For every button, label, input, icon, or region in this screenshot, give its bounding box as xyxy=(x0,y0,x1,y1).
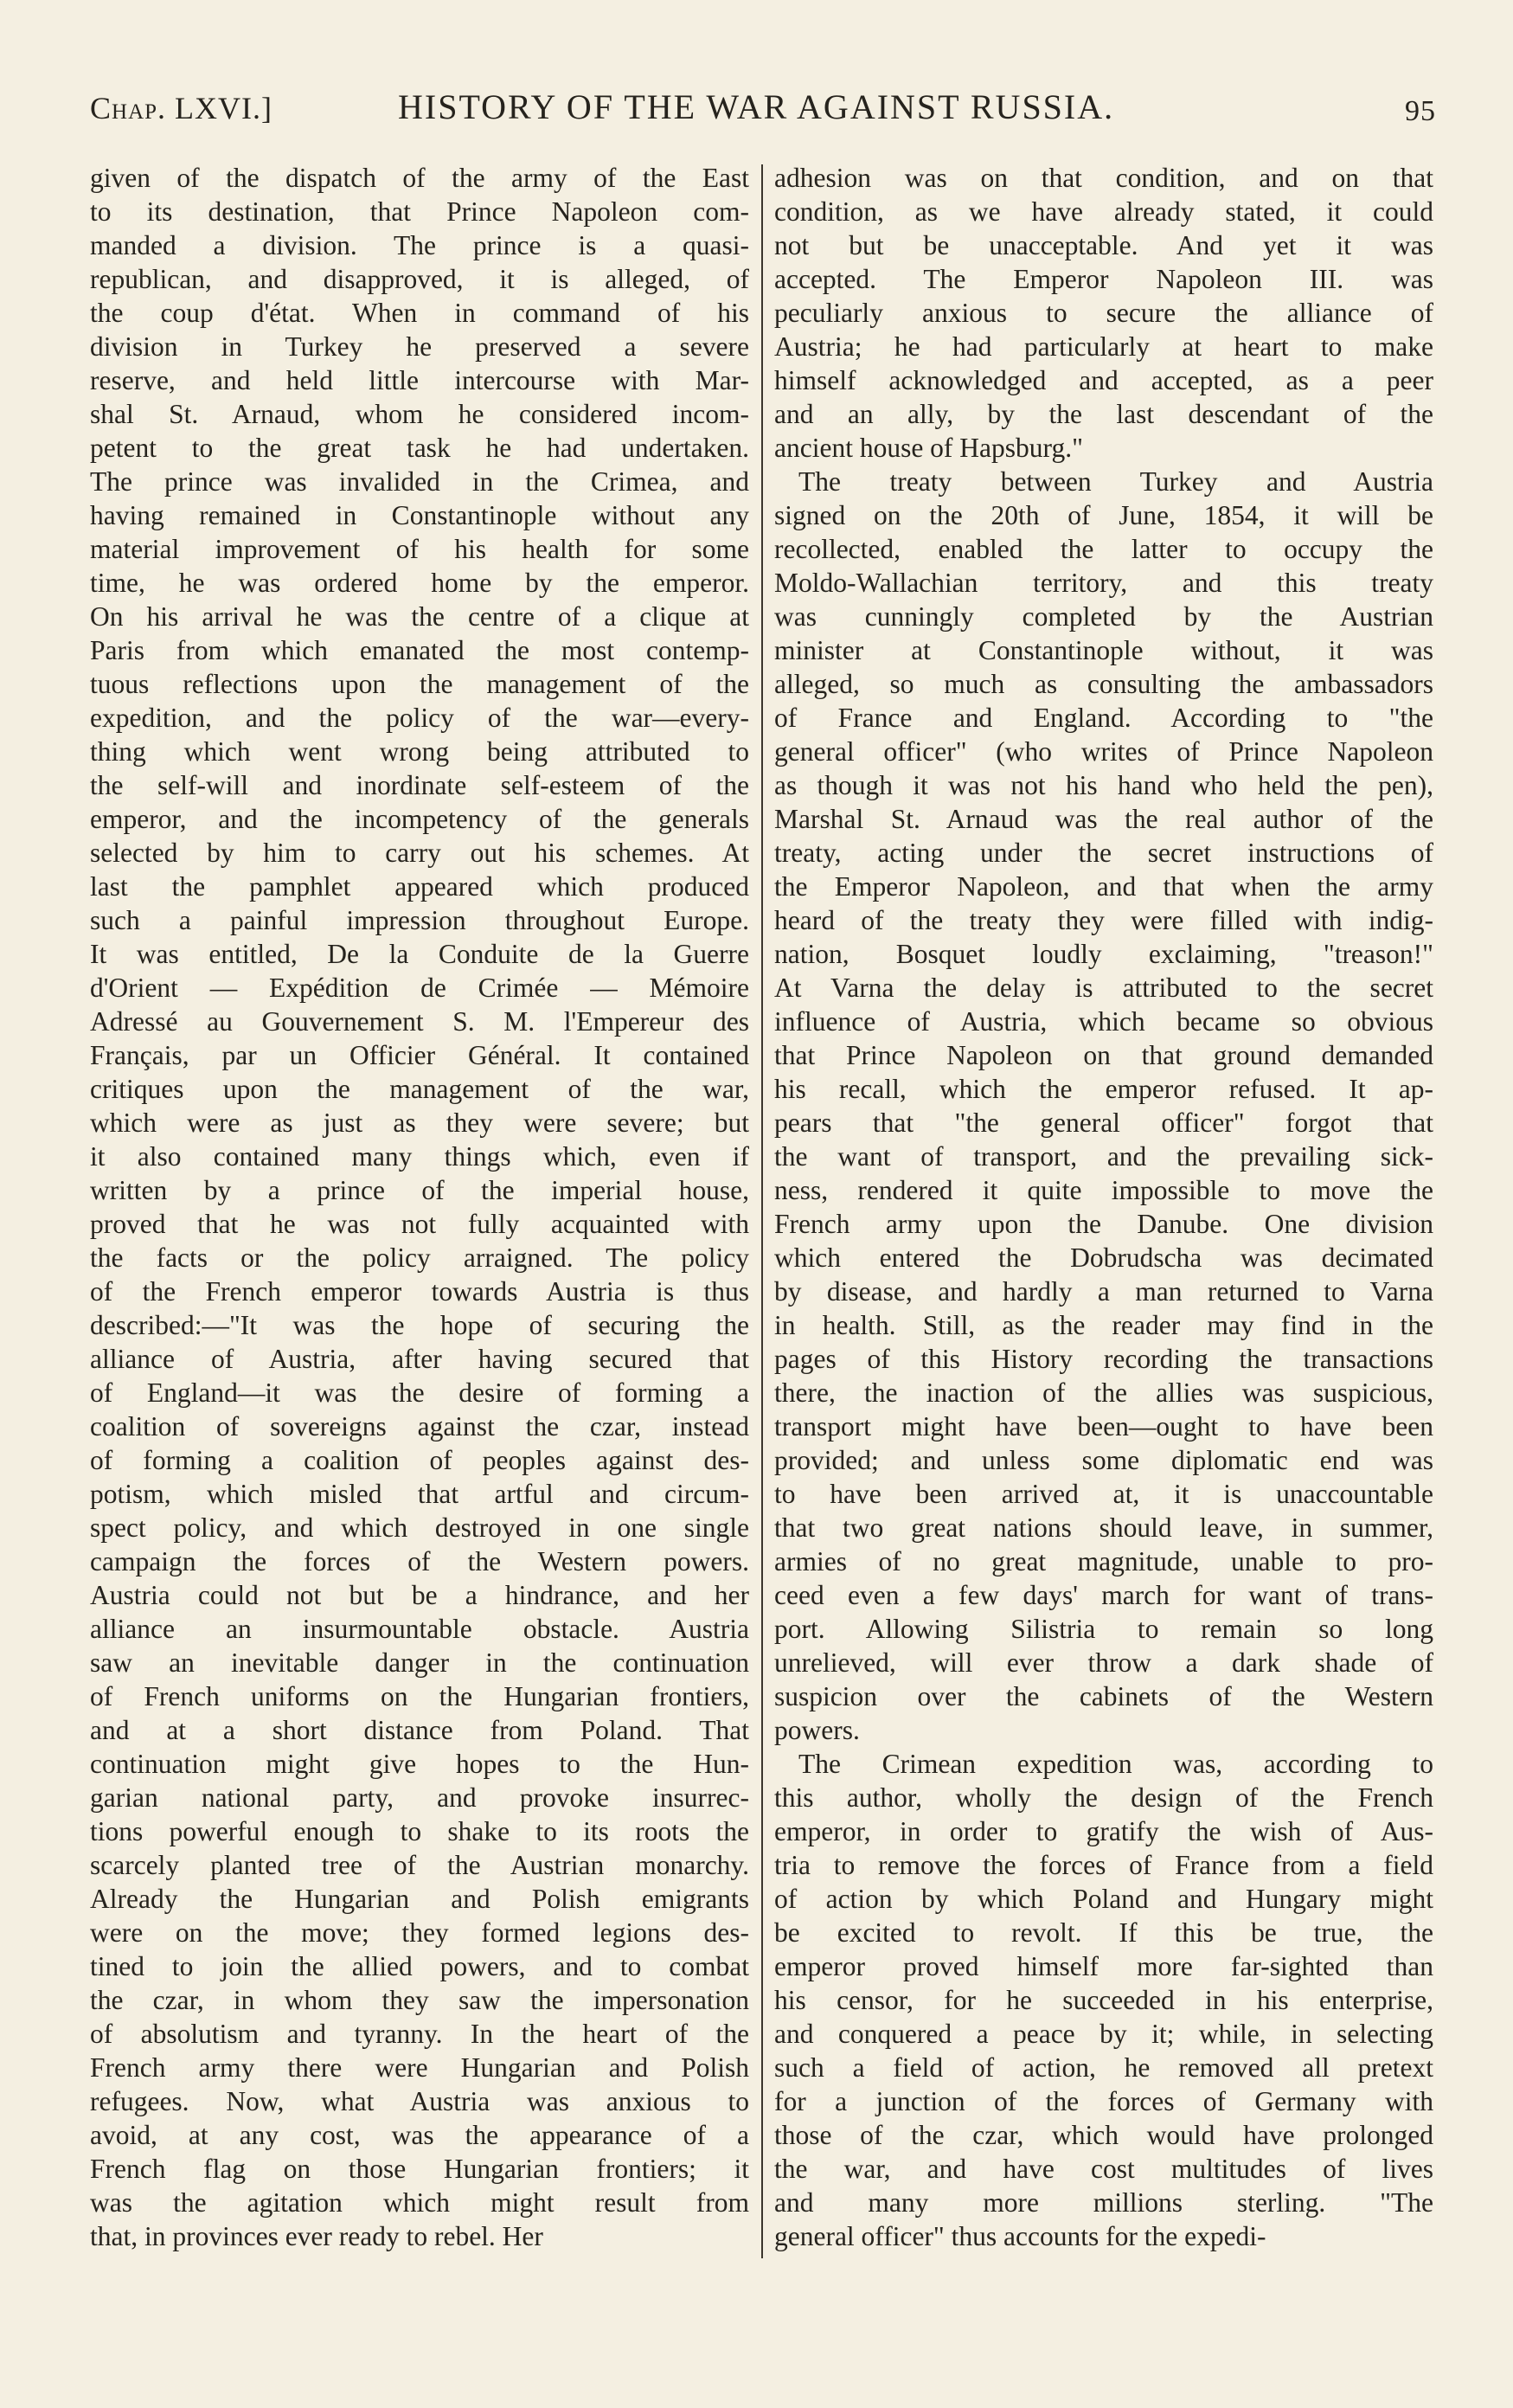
text-line: that Prince Napoleon on that ground demanded xyxy=(774,1040,1433,1070)
text-line: general officer" thus accounts for the expedi- xyxy=(774,2221,1266,2251)
text-line: provided; and unless some diplomatic end was xyxy=(774,1445,1433,1475)
text-line: for a junction of the forces of Germany with xyxy=(774,2086,1433,2116)
text-line: by disease, and hardly a man returned to Varna xyxy=(774,1276,1433,1307)
text-line: alleged, so much as consulting the ambassadors xyxy=(774,669,1433,699)
text-line: signed on the 20th of June, 1854, it will be xyxy=(774,500,1433,530)
text-line: emperor, and the incompetency of the generals xyxy=(90,804,749,834)
text-line: of France and England. According to "the xyxy=(774,703,1433,733)
text-line: republican, and disapproved, it is alleged, of xyxy=(90,264,749,294)
text-line: The Crimean expedition was, according to xyxy=(798,1749,1433,1779)
text-line: campaign the forces of the Western powers. xyxy=(90,1546,749,1576)
text-line: given of the dispatch of the army of the East xyxy=(90,163,749,193)
text-line: peculiarly anxious to secure the alliance of xyxy=(774,298,1433,328)
text-line: tined to join the allied powers, and to combat xyxy=(90,1951,749,1981)
text-line: having remained in Constantinople without any xyxy=(90,500,749,530)
text-line: of action by which Poland and Hungary might xyxy=(774,1884,1433,1914)
text-line: division in Turkey he preserved a severe xyxy=(90,331,749,362)
text-line: thing which went wrong being attributed to xyxy=(90,736,749,767)
text-line: pears that "the general officer" forgot that xyxy=(774,1108,1433,1138)
text-line: port. Allowing Silistria to remain so long xyxy=(774,1614,1433,1644)
text-line: armies of no great magnitude, unable to pro- xyxy=(774,1546,1433,1576)
text-line: tuous reflections upon the management of the xyxy=(90,669,749,699)
text-line: such a painful impression throughout Europe. xyxy=(90,905,749,935)
text-line: recollected, enabled the latter to occupy the xyxy=(774,534,1433,564)
column-divider xyxy=(761,164,763,2258)
text-line: critiques upon the management of the war, xyxy=(90,1074,749,1104)
text-line: to have been arrived at, it is unaccountable xyxy=(774,1479,1433,1509)
left-text-column xyxy=(90,161,749,2253)
text-line: influence of Austria, which became so obvious xyxy=(774,1006,1433,1037)
running-header xyxy=(90,83,1436,144)
text-line: garian national party, and provoke insurrec- xyxy=(90,1782,749,1813)
text-line: It was entitled, De la Conduite de la Guerre xyxy=(90,939,749,969)
text-line: pages of this History recording the transactions xyxy=(774,1344,1433,1374)
text-line: and many more millions sterling. "The xyxy=(774,2187,1433,2218)
text-line: and an ally, by the last descendant of the xyxy=(774,399,1433,429)
text-line: the want of transport, and the prevailing sick- xyxy=(774,1141,1433,1172)
text-line: alliance an insurmountable obstacle. Austria xyxy=(90,1614,749,1644)
text-line: adhesion was on that condition, and on that xyxy=(774,163,1433,193)
text-line: the czar, in whom they saw the impersonation xyxy=(90,1985,749,2015)
text-line: Français, par un Officier Général. It contained xyxy=(90,1040,749,1070)
text-line: general officer" (who writes of Prince Napoleon xyxy=(774,736,1433,767)
text-line: On his arrival he was the centre of a clique at xyxy=(90,601,749,632)
text-line: was the agitation which might result from xyxy=(90,2187,749,2218)
text-line: Austria could not but be a hindrance, and her xyxy=(90,1580,749,1610)
text-line: At Varna the delay is attributed to the secret xyxy=(774,973,1433,1003)
text-line: selected by him to carry out his schemes. At xyxy=(90,838,749,868)
text-line: avoid, at any cost, was the appearance of a xyxy=(90,2120,749,2150)
text-line: scarcely planted tree of the Austrian monarchy. xyxy=(90,1850,749,1880)
text-line: continuation might give hopes to the Hun- xyxy=(90,1749,749,1779)
text-line: the war, and have cost multitudes of lives xyxy=(774,2154,1433,2184)
running-title: HISTORY OF THE WAR AGAINST RUSSIA. xyxy=(398,87,1115,126)
text-line: of forming a coalition of peoples against des- xyxy=(90,1445,749,1475)
text-line: material improvement of his health for some xyxy=(90,534,749,564)
text-line: which entered the Dobrudscha was decimated xyxy=(774,1243,1433,1273)
text-line: the self-will and inordinate self-esteem of the xyxy=(90,770,749,800)
text-line: alliance of Austria, after having secured that xyxy=(90,1344,749,1374)
text-line: that, in provinces ever ready to rebel. Her xyxy=(90,2221,543,2251)
right-text-column xyxy=(774,161,1433,2253)
text-line: the Emperor Napoleon, and that when the army xyxy=(774,871,1433,902)
text-line: treaty, acting under the secret instructions of xyxy=(774,838,1433,868)
text-line: of England—it was the desire of forming a xyxy=(90,1377,749,1408)
text-line: manded a division. The prince is a quasi- xyxy=(90,230,749,260)
text-line: such a field of action, he removed all pretext xyxy=(774,2052,1433,2083)
text-line: to its destination, that Prince Napoleon com- xyxy=(90,196,749,227)
text-line: last the pamphlet appeared which produced xyxy=(90,871,749,902)
text-line: tria to remove the forces of France from a field xyxy=(774,1850,1433,1880)
text-line: this author, wholly the design of the French xyxy=(774,1782,1433,1813)
text-line: described:—"It was the hope of securing the xyxy=(90,1310,749,1340)
text-line: condition, as we have already stated, it could xyxy=(774,196,1433,227)
text-line: Already the Hungarian and Polish emigrants xyxy=(90,1884,749,1914)
text-line: was cunningly completed by the Austrian xyxy=(774,601,1433,632)
page-number: 95 xyxy=(1405,95,1436,127)
text-line: written by a prince of the imperial house, xyxy=(90,1175,749,1205)
text-line: transport might have been—ought to have been xyxy=(774,1411,1433,1442)
text-line: The prince was invalided in the Crimea, and xyxy=(90,466,749,497)
text-line: proved that he was not fully acquainted with xyxy=(90,1209,749,1239)
text-line: refugees. Now, what Austria was anxious to xyxy=(90,2086,749,2116)
text-line: The treaty between Turkey and Austria xyxy=(798,466,1433,497)
text-line: Moldo-Wallachian territory, and this treaty xyxy=(774,568,1433,598)
text-line: ness, rendered it quite impossible to move the xyxy=(774,1175,1433,1205)
text-line: it also contained many things which, even if xyxy=(90,1141,749,1172)
text-line: as though it was not his hand who held the pen), xyxy=(774,770,1433,800)
text-line: French army there were Hungarian and Polish xyxy=(90,2052,749,2083)
text-line: heard of the treaty they were filled with indig- xyxy=(774,905,1433,935)
text-line: Marshal St. Arnaud was the real author of the xyxy=(774,804,1433,834)
text-line: the facts or the policy arraigned. The policy xyxy=(90,1243,749,1273)
text-line: reserve, and held little intercourse with Mar- xyxy=(90,365,749,395)
text-line: of French uniforms on the Hungarian frontiers, xyxy=(90,1681,749,1711)
text-line: himself acknowledged and accepted, as a peer xyxy=(774,365,1433,395)
text-line: of the French emperor towards Austria is thus xyxy=(90,1276,749,1307)
text-line: powers. xyxy=(774,1715,860,1745)
text-line: emperor proved himself more far-sighted than xyxy=(774,1951,1433,1981)
text-line: tions powerful enough to shake to its roots the xyxy=(90,1816,749,1846)
text-line: minister at Constantinople without, it was xyxy=(774,635,1433,665)
text-line: potism, which misled that artful and circum- xyxy=(90,1479,749,1509)
text-line: were on the move; they formed legions des- xyxy=(90,1917,749,1948)
text-line: d'Orient — Expédition de Crimée — Mémoire xyxy=(90,973,749,1003)
text-line: in health. Still, as the reader may find in the xyxy=(774,1310,1433,1340)
text-line: those of the czar, which would have prolonged xyxy=(774,2120,1433,2150)
text-line: spect policy, and which destroyed in one single xyxy=(90,1512,749,1543)
text-line: his censor, for he succeeded in his enterprise, xyxy=(774,1985,1433,2015)
text-line: emperor, in order to gratify the wish of Aus- xyxy=(774,1816,1433,1846)
text-line: nation, Bosquet loudly exclaiming, "treason!" xyxy=(774,939,1433,969)
text-line: Paris from which emanated the most contemp- xyxy=(90,635,749,665)
text-line: that two great nations should leave, in summer, xyxy=(774,1512,1433,1543)
text-line: and at a short distance from Poland. That xyxy=(90,1715,749,1745)
text-line: unrelieved, will ever throw a dark shade of xyxy=(774,1647,1433,1678)
text-line: French army upon the Danube. One division xyxy=(774,1209,1433,1239)
text-line: coalition of sovereigns against the czar, instead xyxy=(90,1411,749,1442)
text-line: not but be unacceptable. And yet it was xyxy=(774,230,1433,260)
text-line: there, the inaction of the allies was suspicious, xyxy=(774,1377,1433,1408)
text-line: Adressé au Gouvernement S. M. l'Empereur des xyxy=(90,1006,749,1037)
text-line: the coup d'état. When in command of his xyxy=(90,298,749,328)
text-line: ceed even a few days' march for want of trans- xyxy=(774,1580,1433,1610)
text-line: saw an inevitable danger in the continuation xyxy=(90,1647,749,1678)
text-line: suspicion over the cabinets of the Western xyxy=(774,1681,1433,1711)
text-line: expedition, and the policy of the war—every- xyxy=(90,703,749,733)
text-line: of absolutism and tyranny. In the heart of the xyxy=(90,2019,749,2049)
text-line: petent to the great task he had undertaken. xyxy=(90,433,749,463)
text-line: accepted. The Emperor Napoleon III. was xyxy=(774,264,1433,294)
chapter-label: Chap. LXVI.] xyxy=(90,91,272,125)
text-line: French flag on those Hungarian frontiers; it xyxy=(90,2154,749,2184)
text-line: be excited to revolt. If this be true, the xyxy=(774,1917,1433,1948)
text-line: ancient house of Hapsburg." xyxy=(774,433,1083,463)
text-line: and conquered a peace by it; while, in selecting xyxy=(774,2019,1433,2049)
text-line: time, he was ordered home by the emperor. xyxy=(90,568,749,598)
text-line: his recall, which the emperor refused. It ap- xyxy=(774,1074,1433,1104)
text-line: Austria; he had particularly at heart to make xyxy=(774,331,1433,362)
text-line: shal St. Arnaud, whom he considered incom- xyxy=(90,399,749,429)
text-line: which were as just as they were severe; but xyxy=(90,1108,749,1138)
